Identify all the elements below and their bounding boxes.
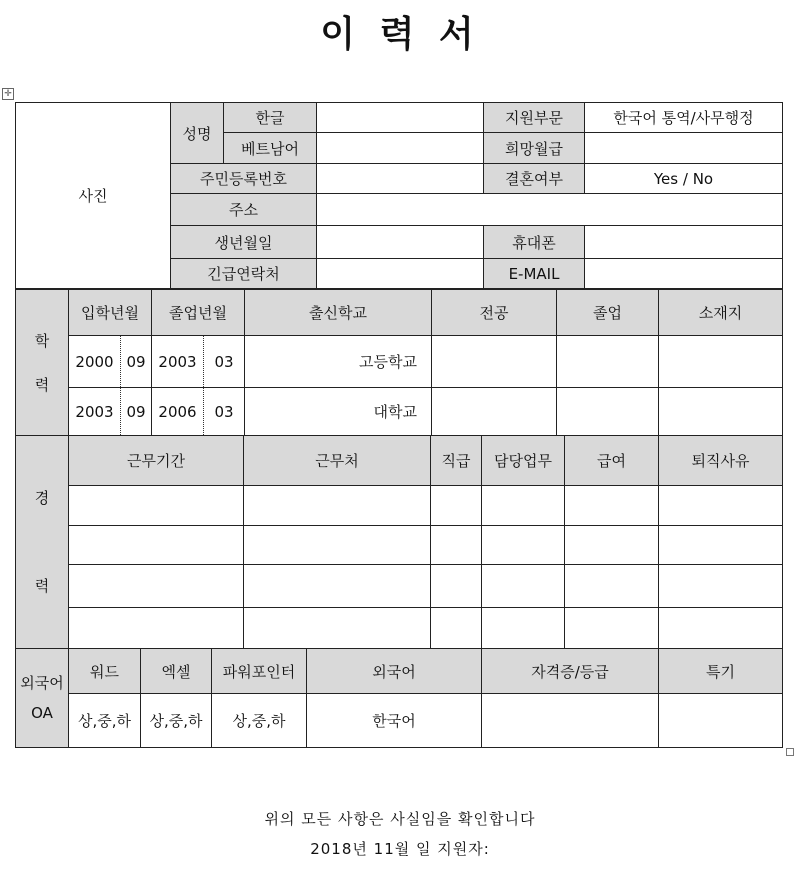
salary-field[interactable] [585,133,783,164]
education-table [15,289,783,436]
skills-header: 엑셀 [141,649,212,694]
career-cell[interactable] [482,486,565,526]
education-header: 출신학교 [245,290,432,336]
career-cell[interactable] [659,486,783,526]
career-cell[interactable] [565,608,659,649]
grad-month[interactable]: 03 [204,336,245,388]
school-name[interactable]: 대학교 [245,388,432,436]
personal-info-table [15,102,783,289]
resident-number-field[interactable] [317,164,484,194]
career-side-1: 경 [34,489,50,507]
career-cell[interactable] [659,565,783,608]
dept-value[interactable]: 한국어 통역/사무행정 [585,103,783,133]
entry-year[interactable]: 2003 [69,388,121,436]
grad-month[interactable]: 03 [204,388,245,436]
phone-label: 휴대폰 [484,226,585,259]
photo-cell: 사진 [16,103,171,289]
korean-name-field[interactable] [317,103,484,133]
grad-year[interactable]: 2003 [152,336,204,388]
email-label: E-MAIL [484,259,585,289]
vietnamese-name-field[interactable] [317,133,484,164]
career-cell[interactable] [482,526,565,565]
career-cell[interactable] [565,565,659,608]
skills-table [15,648,783,748]
education-row [16,336,783,388]
location-field[interactable] [659,388,783,436]
skills-header: 특기 [659,649,783,694]
specialty-field[interactable] [659,694,783,748]
career-cell[interactable] [244,526,431,565]
marital-value[interactable]: Yes / No [585,164,783,194]
emergency-contact-label: 긴급연락처 [171,259,317,289]
education-header: 졸업년월 [152,290,245,336]
career-cell[interactable] [244,608,431,649]
major-field[interactable] [432,336,557,388]
dept-label: 지원부문 [484,103,585,133]
career-cell[interactable] [431,608,482,649]
salary-label: 희망월급 [484,133,585,164]
excel-level[interactable]: 상,중,하 [141,694,212,748]
page-title: 이 력 서 [320,14,480,55]
move-handle-icon[interactable]: ✛ [2,88,14,100]
career-header: 급여 [565,436,659,486]
career-cell[interactable] [69,565,244,608]
education-side-label [16,290,69,436]
career-row [16,608,783,649]
career-cell[interactable] [565,526,659,565]
word-level[interactable]: 상,중,하 [69,694,141,748]
education-side-2: 력 [34,375,50,394]
skills-side-2: OA [31,704,53,722]
resident-number-label: 주민등록번호 [171,164,317,194]
career-row [16,565,783,608]
career-cell[interactable] [244,486,431,526]
education-header: 소재지 [659,290,783,336]
career-header: 근무처 [244,436,431,486]
marital-label: 결혼여부 [484,164,585,194]
graduated-field[interactable] [557,388,659,436]
korean-name-label: 한글 [224,103,317,133]
date-signature-line: 2018년 11월 일 지원자: [310,840,490,858]
career-cell[interactable] [244,565,431,608]
entry-year[interactable]: 2000 [69,336,121,388]
emergency-contact-field[interactable] [317,259,484,289]
career-cell[interactable] [431,486,482,526]
career-table [15,435,783,649]
career-header: 근무기간 [69,436,244,486]
powerpoint-level[interactable]: 상,중,하 [212,694,307,748]
career-side-2: 력 [34,577,50,595]
education-header: 졸업 [557,290,659,336]
skills-header: 자격증/등급 [482,649,659,694]
address-label: 주소 [171,194,317,226]
email-field[interactable] [585,259,783,289]
skills-header: 외국어 [307,649,482,694]
career-cell[interactable] [431,526,482,565]
education-row [16,388,783,436]
career-cell[interactable] [69,486,244,526]
birthdate-field[interactable] [317,226,484,259]
grad-year[interactable]: 2006 [152,388,204,436]
education-header: 전공 [432,290,557,336]
entry-month[interactable]: 09 [121,336,152,388]
skills-header: 워드 [69,649,141,694]
skills-side-1: 외국어 [20,674,64,692]
career-cell[interactable] [482,565,565,608]
school-name[interactable]: 고등학교 [245,336,432,388]
skills-header: 파워포인터 [212,649,307,694]
foreign-language-value[interactable]: 한국어 [307,694,482,748]
major-field[interactable] [432,388,557,436]
education-header: 입학년월 [69,290,152,336]
birthdate-label: 생년월일 [171,226,317,259]
certificate-field[interactable] [482,694,659,748]
career-header: 퇴직사유 [659,436,783,486]
resize-handle-icon[interactable] [786,748,794,756]
education-side-1: 학 [34,331,50,350]
entry-month[interactable]: 09 [121,388,152,436]
career-cell[interactable] [69,526,244,565]
name-label: 성명 [171,103,224,164]
location-field[interactable] [659,336,783,388]
career-cell[interactable] [482,608,565,649]
vietnamese-name-label: 베트남어 [224,133,317,164]
career-cell[interactable] [659,608,783,649]
career-row [16,486,783,526]
career-header: 직급 [431,436,482,486]
career-header: 담당업무 [482,436,565,486]
career-side-label [16,436,69,649]
career-row [16,526,783,565]
skills-row [16,694,783,748]
career-cell[interactable] [431,565,482,608]
confirmation-text: 위의 모든 사항은 사실임을 확인합니다 [264,810,536,828]
phone-field[interactable] [585,226,783,259]
career-cell[interactable] [69,608,244,649]
address-field[interactable] [317,194,783,226]
graduated-field[interactable] [557,336,659,388]
career-cell[interactable] [659,526,783,565]
career-cell[interactable] [565,486,659,526]
skills-side-label [16,649,69,748]
